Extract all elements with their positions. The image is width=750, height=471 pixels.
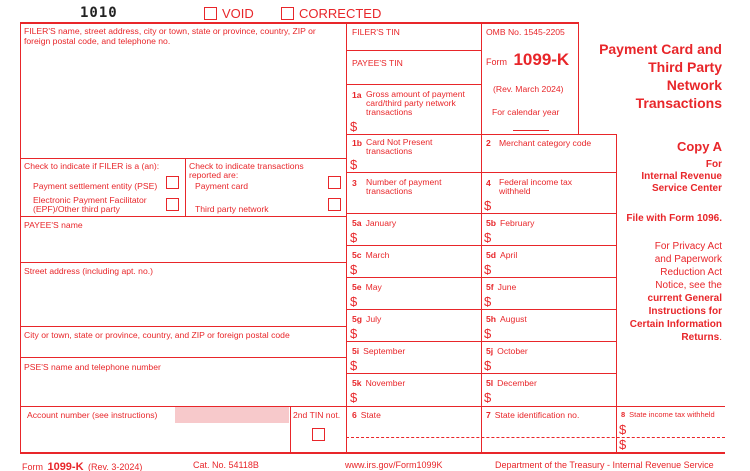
box-3-label: Number of payment transactions	[366, 177, 442, 196]
box-5g-dollar: $	[350, 326, 358, 341]
grid-line	[20, 326, 347, 327]
payment-card-label: Payment card	[195, 181, 249, 191]
box-1b-number: 1b	[352, 138, 363, 148]
footer-cat-no: Cat. No. 54118B	[193, 460, 259, 470]
grid-line	[346, 437, 725, 438]
box-8-dollar-1: $	[619, 422, 627, 437]
box-1b-dollar: $	[350, 157, 358, 172]
form-number: 1099-K	[513, 50, 570, 69]
grid-line	[578, 22, 579, 134]
box-5l-label: 5l December	[486, 378, 537, 388]
grid-line	[20, 262, 347, 263]
box-5b-dollar: $	[484, 230, 492, 245]
box-5k-dollar: $	[350, 390, 358, 405]
grid-line	[20, 357, 347, 358]
grid-line	[346, 84, 482, 85]
grid-line	[346, 172, 617, 173]
grid-line	[346, 50, 482, 51]
void-checkbox[interactable]	[204, 7, 217, 20]
filer-name-label: FILER'S name, street address, city or town, state or province, country, ZIP or foreign postal code, and telephone no.	[24, 26, 316, 46]
epf-label-1: Electronic Payment Facilitator	[33, 195, 147, 205]
footer-rev: (Rev. 3-2024)	[87, 462, 143, 471]
account-label: Account number (see instructions)	[27, 410, 158, 420]
filer-tin-label: FILER'S TIN	[352, 27, 400, 37]
privacy-line-4: Notice, see the	[655, 280, 722, 291]
grid-line	[346, 373, 617, 374]
box-5c-label: 5c March	[352, 250, 390, 260]
box-3-number: 3	[352, 178, 357, 188]
corrected-checkbox[interactable]	[281, 7, 294, 20]
box-5g-label: 5g July	[352, 314, 382, 324]
form-top-border	[20, 22, 578, 24]
payee-tin-label: PAYEE'S TIN	[352, 58, 403, 68]
omb-label: OMB No. 1545-2205	[486, 27, 565, 37]
copy-a-title: Copy A	[676, 139, 722, 154]
grid-line	[290, 406, 291, 453]
epf-label-2: (EPF)/Other third party	[33, 204, 120, 214]
box-5a-label: 5a January	[352, 218, 397, 228]
third-party-checkbox[interactable]	[328, 198, 341, 211]
box-5c-dollar: $	[350, 262, 358, 277]
box-5f-label: 5f June	[486, 282, 517, 292]
calendar-year-label: For calendar year	[492, 107, 560, 117]
box-5i-dollar: $	[350, 358, 358, 373]
form-code: 1010	[80, 5, 118, 21]
box-2-label: Merchant category code	[499, 138, 592, 148]
box-2-number: 2	[486, 138, 491, 148]
check-txn-label-2: reported are:	[189, 170, 239, 180]
copy-irs-2: Service Center	[651, 183, 722, 194]
grid-line	[346, 22, 347, 453]
grid-line	[20, 22, 21, 453]
second-tin-label: 2nd TIN not.	[293, 410, 341, 420]
box-5d-dollar: $	[484, 262, 492, 277]
grid-line	[346, 406, 725, 407]
box-4-number: 4	[486, 178, 491, 188]
calendar-year-field[interactable]	[513, 130, 549, 131]
revision-label: (Rev. March 2024)	[493, 84, 564, 94]
form-bottom-border	[20, 452, 725, 454]
check-txn-label-1: Check to indicate transactions	[189, 161, 304, 171]
box-1a-dollar: $	[350, 119, 358, 134]
form-title	[486, 50, 569, 70]
city-label: City or town, state or province, country, and ZIP or foreign postal code	[24, 330, 290, 340]
title-line-1: Payment Card and	[599, 41, 722, 57]
footer-form-number: 1099-K	[47, 461, 84, 471]
box-6-label: 6 State	[352, 410, 381, 420]
title-line-3: Network	[666, 77, 722, 93]
box-5h-label: 5h August	[486, 314, 527, 324]
privacy-line-7: Certain Information	[629, 319, 722, 330]
privacy-line-1: For Privacy Act	[654, 241, 722, 252]
epf-checkbox[interactable]	[166, 198, 179, 211]
third-party-label: Third party network	[195, 204, 269, 214]
grid-line	[346, 277, 617, 278]
pse-label: Payment settlement entity (PSE)	[33, 181, 158, 191]
box-5k-label: 5k November	[352, 378, 406, 388]
box-1a-label: Gross amount of payment card/third party network transactions	[366, 89, 465, 117]
void-label: VOID	[222, 6, 254, 21]
grid-line	[185, 158, 186, 216]
box-5a-dollar: $	[350, 230, 358, 245]
box-5l-dollar: $	[484, 390, 492, 405]
street-label: Street address (including apt. no.)	[24, 266, 153, 276]
box-5h-dollar: $	[484, 326, 492, 341]
payee-name-label: PAYEE'S name	[24, 220, 83, 230]
grid-line	[20, 216, 347, 217]
copy-for: For	[705, 159, 722, 170]
box-1a-number: 1a	[352, 90, 362, 100]
privacy-line-2: and Paperwork	[654, 254, 722, 265]
pse-name-label: PSE'S name and telephone number	[24, 362, 161, 372]
box-1b-label: Card Not Present transactions	[366, 137, 433, 156]
footer-form-prefix: Form	[22, 462, 43, 471]
privacy-line-8: Returns.	[681, 332, 722, 343]
grid-line	[346, 309, 617, 310]
copy-file-with: File with Form 1096.	[626, 213, 722, 224]
footer-url: www.irs.gov/Form1099K	[345, 460, 443, 470]
box-7-label: 7 State identification no.	[486, 410, 580, 420]
box-8-label: 8 State income tax withheld	[621, 410, 715, 419]
title-line-4: Transactions	[635, 95, 722, 111]
box-5j-dollar: $	[484, 358, 492, 373]
box-8-dollar-2: $	[619, 437, 627, 452]
grid-line	[346, 245, 617, 246]
box-5j-label: 5j October	[486, 346, 528, 356]
box-5e-label: 5e May	[352, 282, 382, 292]
box-5b-label: 5b February	[486, 218, 535, 228]
grid-line	[20, 158, 347, 159]
corrected-label: CORRECTED	[299, 6, 382, 21]
footer-form-title	[22, 457, 142, 471]
second-tin-checkbox[interactable]	[312, 428, 325, 441]
box-5i-label: 5i September	[352, 346, 406, 356]
grid-line	[481, 22, 482, 453]
box-5e-dollar: $	[350, 294, 358, 309]
box-5f-dollar: $	[484, 294, 492, 309]
box-4-label: Federal income tax withheld	[499, 177, 573, 196]
payment-card-checkbox[interactable]	[328, 176, 341, 189]
title-line-2: Third Party	[648, 59, 722, 75]
box-4-dollar: $	[484, 198, 492, 213]
form-prefix: Form	[486, 57, 507, 67]
copy-irs-1: Internal Revenue	[641, 171, 722, 182]
grid-line	[346, 341, 617, 342]
privacy-line-6: Instructions for	[648, 306, 722, 317]
account-number-field[interactable]	[175, 407, 289, 423]
privacy-line-5: current General	[647, 293, 722, 304]
grid-line	[346, 213, 617, 214]
footer-dept: Department of the Treasury - Internal Revenue Service	[495, 460, 714, 470]
privacy-line-3: Reduction Act	[660, 267, 722, 278]
check-filer-label: Check to indicate if FILER is a (an):	[24, 161, 160, 171]
pse-checkbox[interactable]	[166, 176, 179, 189]
box-5d-label: 5d April	[486, 250, 518, 260]
grid-line	[346, 134, 617, 135]
